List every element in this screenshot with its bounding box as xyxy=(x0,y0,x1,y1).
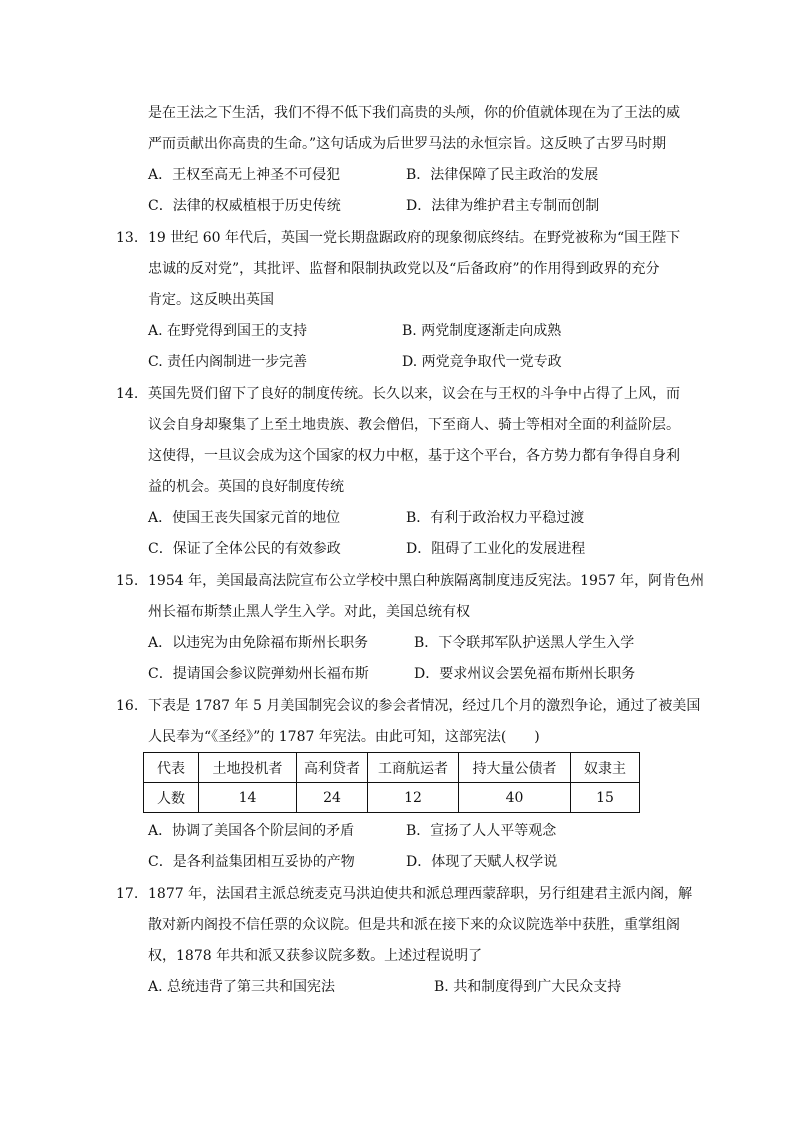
question-13-number: 13. xyxy=(116,230,139,246)
question-15-text-line: 州长福布斯禁止黑人学生入学。对此，美国总统有权 xyxy=(148,604,470,620)
table-cell: 14 xyxy=(199,783,297,813)
question-17-option-a[interactable]: A. 总统违背了第三共和国宪法 xyxy=(148,979,336,995)
question-12-option-c[interactable]: C．法律的权威植根于历史传统 xyxy=(148,198,341,214)
question-14-text-line: 益的机会。英国的良好制度传统 xyxy=(148,479,344,495)
delegates-table xyxy=(143,752,640,813)
table-cell: 24 xyxy=(297,783,368,813)
question-15-option-a[interactable]: A．以违宪为由免除福布斯州长职务 xyxy=(148,635,369,651)
table-cell: 12 xyxy=(368,783,459,813)
question-16-option-a[interactable]: A．协调了美国各个阶层间的矛盾 xyxy=(148,823,355,839)
question-17-text-line: 1877 年，法国君主派总统麦克马洪迫使共和派总理西蒙辞职，另行组建君主派内阁，解 xyxy=(148,886,693,902)
question-12-text-line: 是在王法之下生活，我们不得不低下我们高贵的头颅，你的价值就体现在为了王法的威 xyxy=(148,105,680,121)
question-12-option-d[interactable]: D．法律为维护君主专制而创制 xyxy=(406,198,600,214)
table-header-cell: 持大量公债者 xyxy=(459,753,571,783)
table-header-cell: 奴隶主 xyxy=(571,753,640,783)
table-header-cell: 土地投机者 xyxy=(199,753,297,783)
question-14-number: 14. xyxy=(116,386,139,402)
question-16-number: 16. xyxy=(116,698,139,714)
question-13-text-line: 19 世纪 60 年代后，英国一党长期盘踞政府的现象彻底终结。在野党被称为“国王陛下 xyxy=(148,230,681,246)
question-14-option-b[interactable]: B．有利于政治权力平稳过渡 xyxy=(406,510,585,526)
question-14-text-line: 议会自身却聚集了上至土地贵族、教会僧侣，下至商人、骑士等相对全面的利益阶层。 xyxy=(148,417,680,433)
question-17-text-line: 权，1878 年共和派又获参议院多数。上述过程说明了 xyxy=(148,948,483,964)
table-header-row xyxy=(144,753,640,783)
question-12-option-b[interactable]: B．法律保障了民主政治的发展 xyxy=(406,167,599,183)
question-16-option-d[interactable]: D．体现了天赋人权学说 xyxy=(406,854,558,870)
table-header-cell: 高利贷者 xyxy=(297,753,368,783)
table-header-cell: 工商航运者 xyxy=(368,753,459,783)
question-12-option-a[interactable]: A．王权至高无上神圣不可侵犯 xyxy=(148,167,341,183)
question-13-option-c[interactable]: C. 责任内阁制进一步完善 xyxy=(148,354,308,370)
table-row xyxy=(144,783,640,813)
question-14-option-d[interactable]: D．阻碍了工业化的发展进程 xyxy=(406,541,586,557)
question-16-option-b[interactable]: B．宣扬了人人平等观念 xyxy=(406,823,557,839)
table-cell: 40 xyxy=(459,783,571,813)
question-16-text-line: 下表是 1787 年 5 月美国制宪会议的参会者情况，经过几个月的激烈争论，通过了被美国 xyxy=(148,698,701,714)
question-17-option-b[interactable]: B. 共和制度得到广大民众支持 xyxy=(434,979,622,995)
question-16-option-c[interactable]: C．是各利益集团相互妥协的产物 xyxy=(148,854,355,870)
question-16-text-line: 人民奉为“《圣经》”的 1787 年宪法。由此可知，这部宪法( ) xyxy=(148,729,540,745)
question-12-text-line: 严而贡献出你高贵的生命。”这句话成为后世罗马法的永恒宗旨。这反映了古罗马时期 xyxy=(148,136,667,152)
table-header-cell: 代表 xyxy=(144,753,199,783)
question-13-option-a[interactable]: A. 在野党得到国王的支持 xyxy=(148,323,308,339)
question-13-text-line: 肯定。这反映出英国 xyxy=(148,292,274,308)
question-13-option-b[interactable]: B. 两党制度逐渐走向成熟 xyxy=(402,323,562,339)
question-15-option-d[interactable]: D．要求州议会罢免福布斯州长职务 xyxy=(414,666,636,682)
question-17-number: 17. xyxy=(116,886,139,902)
question-14-text-line: 英国先贤们留下了良好的制度传统。长久以来，议会在与王权的斗争中占得了上风，而 xyxy=(148,386,680,402)
question-15-option-b[interactable]: B．下令联邦军队护送黑人学生入学 xyxy=(414,635,635,651)
question-14-option-a[interactable]: A．使国王丧失国家元首的地位 xyxy=(148,510,341,526)
question-17-text-line: 散对新内阁投不信任票的众议院。但是共和派在接下来的众议院选举中获胜，重掌组阁 xyxy=(148,917,680,933)
question-14-option-c[interactable]: C．保证了全体公民的有效参政 xyxy=(148,541,341,557)
question-14-text-line: 这使得，一旦议会成为这个国家的权力中枢，基于这个平台，各方势力都有争得自身利 xyxy=(148,448,680,464)
question-15-text-line: 1954 年，美国最高法院宣布公立学校中黑白种族隔离制度违反宪法。1957 年，阿肯色州 xyxy=(148,573,705,589)
table-row-label: 人数 xyxy=(144,783,199,813)
table-cell: 15 xyxy=(571,783,640,813)
question-13-text-line: 忠诚的反对党”，其批评、监督和限制执政党以及“后备政府”的作用得到政界的充分 xyxy=(148,261,660,277)
question-15-number: 15. xyxy=(116,573,139,589)
question-13-option-d[interactable]: D. 两党竞争取代一党专政 xyxy=(402,354,562,370)
question-15-option-c[interactable]: C．提请国会参议院弹劾州长福布斯 xyxy=(148,666,369,682)
